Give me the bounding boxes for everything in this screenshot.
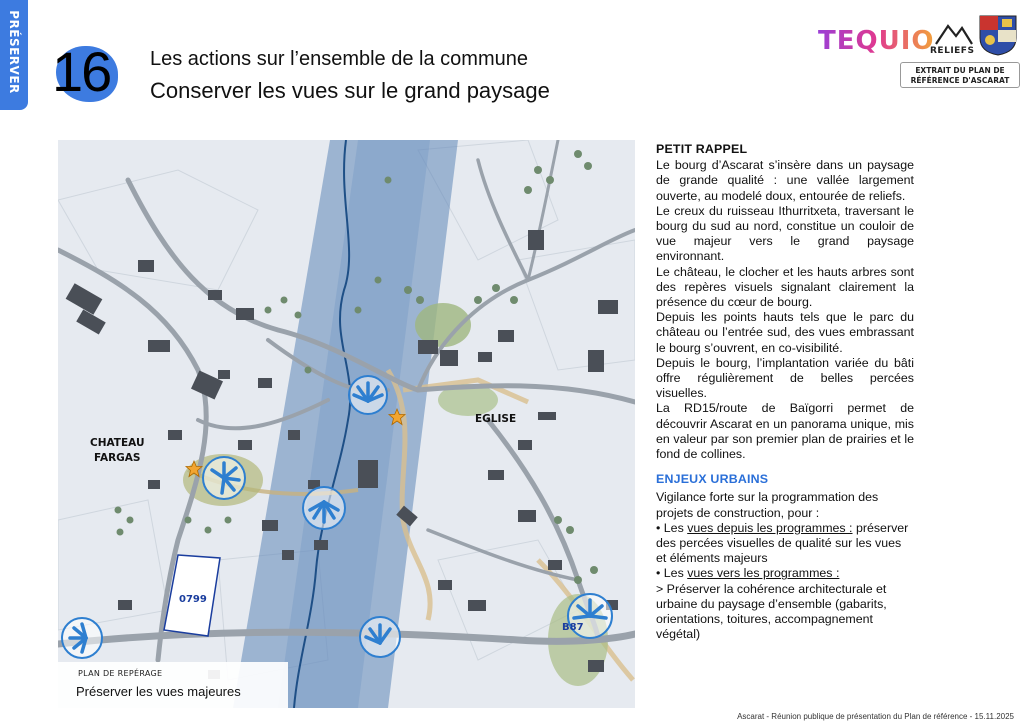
rappel-paragraph-5: Depuis le bourg, l’implantation variée du bâti offre régulièrement de belles percées visuelles. <box>656 355 914 401</box>
bullet-1-text: préserver des percées visuelles de qualité sur les vues et éléments majeurs <box>656 520 909 566</box>
page-title: Les actions sur l’ensemble de la commune <box>150 48 528 70</box>
reliefs-logo-text: RELIEFS <box>930 46 975 56</box>
map-caption <box>58 662 288 708</box>
view-symbol-stream <box>303 487 345 529</box>
bullet-2-prefix: • Les <box>656 566 688 581</box>
bullet-2-underlined: vues vers les programmes : <box>687 566 840 581</box>
label-eglise: EGLISE <box>475 413 517 425</box>
label-chateau-line-2: FARGAS <box>93 452 141 464</box>
enjeux-intro: Vigilance forte sur la programmation des projets de construction, pour : <box>656 490 879 520</box>
label-chateau-line-1: CHATEAU <box>90 437 145 449</box>
map-drawing <box>58 140 635 708</box>
rappel-paragraph-1: Le bourg d’Ascarat s’insère dans un paysage de grande qualité : une vallée largement ouverte, au modelé doux, entourée de reliefs. <box>656 158 914 203</box>
extrait-line-1: EXTRAIT DU PLAN DE <box>915 66 1005 75</box>
tequio-logo: TEQUIO <box>818 26 935 56</box>
rappel-heading: PETIT RAPPEL <box>656 142 748 156</box>
enjeux-bullet-1 <box>656 521 914 567</box>
enjeux-bullet-2 <box>656 566 914 642</box>
label-chateau-fargas <box>90 436 144 466</box>
coat-of-arms-icon <box>978 14 1018 56</box>
view-symbol-south-road <box>360 617 400 657</box>
bullet-1-underlined: vues depuis les programmes : <box>687 520 853 535</box>
label-parcel-0799: 0799 <box>179 594 207 605</box>
page-number: 16 <box>52 40 111 103</box>
site-plan-map <box>58 140 635 708</box>
map-caption-kicker: PLAN DE REPÉRAGE <box>78 669 163 678</box>
enjeux-heading: ENJEUX URBAINS <box>656 472 769 487</box>
rappel-paragraph-6: La RD15/route de Baïgorri permet de découvrir Ascarat en un panorama unique, mis en valeur par son premier plan de prairies et le fond de collines. <box>656 401 914 462</box>
section-tab-label: PRÉSERVER <box>7 10 21 94</box>
bullet-1-prefix: • Les <box>656 520 688 535</box>
view-symbol-chateau <box>203 457 245 499</box>
bullet-2-text: > Préserver la cohérence architecturale et urbaine du paysage d’ensemble (gabarits, orientations, toitures, accompagnement végétal) <box>656 581 887 642</box>
logo-bar <box>812 14 1022 94</box>
rappel-paragraph-4: Depuis les points hauts tels que le parc du château ou l’entrée sud, des vues embrassant le bourg s’ouvrent, en co-visibilité. <box>656 310 914 355</box>
section-tab-preserver <box>0 0 28 110</box>
view-symbol-centre <box>349 376 387 414</box>
extrait-line-2: RÉFÉRENCE D'ASCARAT <box>910 76 1010 85</box>
mountain-icon <box>934 20 974 46</box>
rappel-paragraph-2: Le creux du ruisseau Ithurritxeta, traversant le bourg du sud au nord, constitue un couloir de vue majeur vers le grand paysage environnant. <box>656 203 914 264</box>
label-road-b87: B87 <box>562 622 584 633</box>
view-symbol-west <box>62 618 102 658</box>
rappel-paragraph-3: Le château, le clocher et les hauts arbres sont des repères visuels signalant clairement la présence du cœur de bourg. <box>656 264 914 310</box>
footer-note: Ascarat - Réunion publique de présentation du Plan de référence - 15.11.2025 <box>737 712 1014 721</box>
reliefs-logo <box>930 20 976 64</box>
text-column <box>656 142 914 643</box>
extrait-badge <box>900 62 1020 88</box>
map-caption-title: Préserver les vues majeures <box>76 684 241 699</box>
page-subtitle: Conserver les vues sur le grand paysage <box>150 78 550 103</box>
